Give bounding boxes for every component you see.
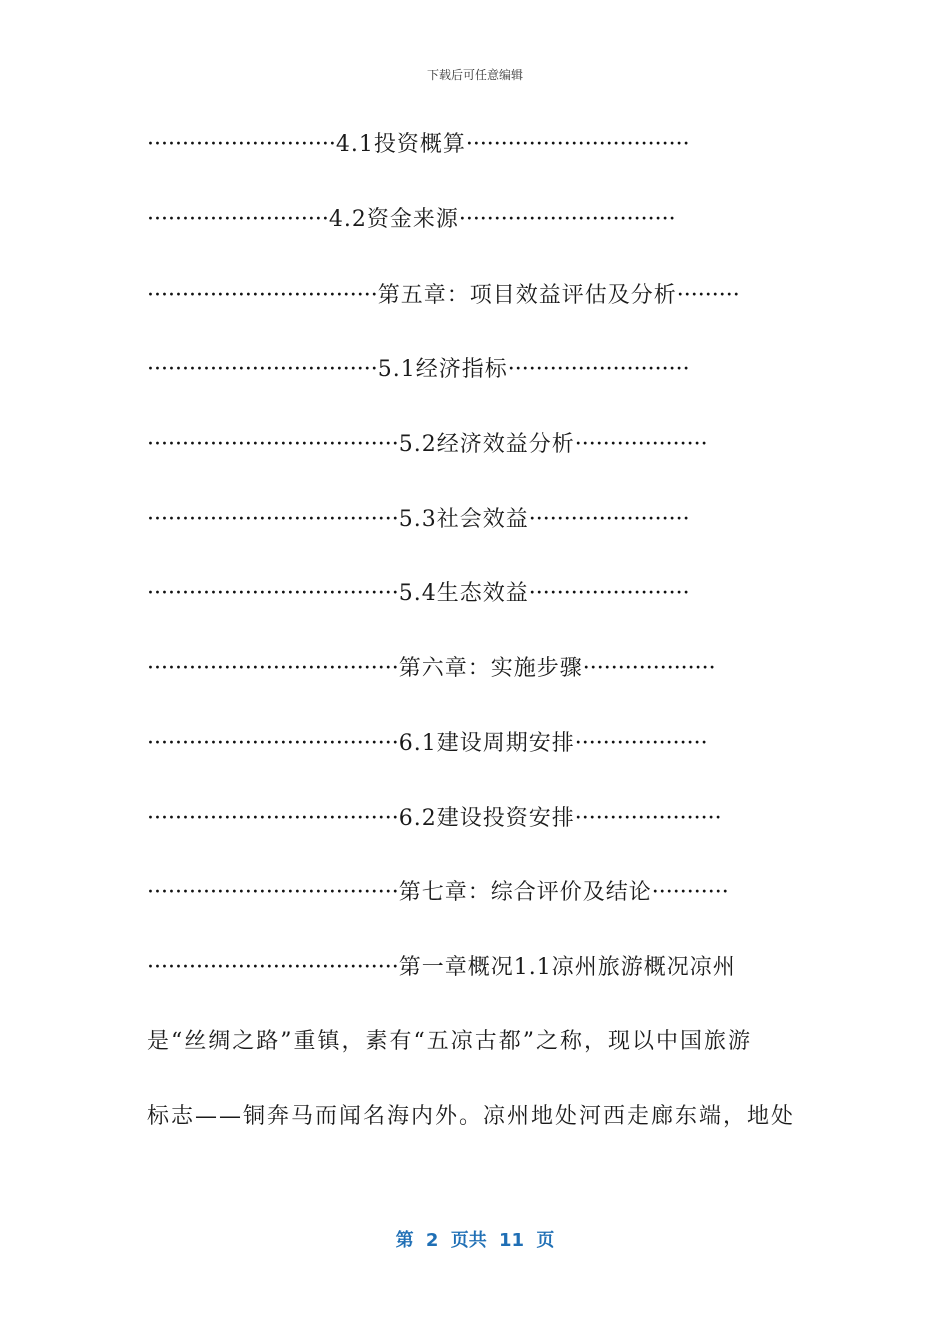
toc-leader: ································· <box>147 283 378 308</box>
toc-entry <box>147 729 797 759</box>
toc-leader: ···································· <box>147 880 399 905</box>
toc-leader: ································· <box>147 357 378 382</box>
toc-leader: ·························· <box>507 357 690 382</box>
toc-entry <box>147 355 797 385</box>
toc-title: 4.2资金来源 <box>328 207 459 232</box>
body-text: 第一章概况1.1凉州旅游概况凉州 <box>398 955 736 980</box>
toc-title: 5.1经济指标 <box>377 357 508 382</box>
toc-leader: ·························· <box>147 207 329 232</box>
toc-title: 5.3社会效益 <box>398 507 529 532</box>
toc-leader: ······················· <box>528 581 690 606</box>
body-line: 标志——铜奔马而闻名海内外。凉州地处河西走廊东端，地处 <box>147 1104 796 1129</box>
toc-title: 5.4生态效益 <box>398 581 529 606</box>
toc-title: 6.2建设投资安排 <box>398 806 575 831</box>
toc-leader: ········· <box>676 283 740 308</box>
footer-middle: 页共 <box>450 1230 487 1251</box>
footer-page-number: 2 <box>425 1230 439 1251</box>
page-footer <box>0 1226 950 1252</box>
toc-entry <box>147 505 797 535</box>
toc-leader: ···································· <box>147 806 399 831</box>
toc-leader: ··········· <box>651 880 729 905</box>
toc-leader: ···································· <box>147 432 399 457</box>
page-header: 下载后可任意编辑 <box>426 68 523 82</box>
toc-title: 第六章：实施步骤 <box>398 656 583 681</box>
toc-leader: ····················· <box>574 806 722 831</box>
toc-leader: ······················· <box>528 507 690 532</box>
toc-leader: ······························· <box>458 207 676 232</box>
toc-leader: ··················· <box>574 731 708 756</box>
toc-leader: ································ <box>465 132 690 157</box>
toc-entry <box>147 430 797 460</box>
toc-entry <box>147 281 797 311</box>
toc-entry <box>147 130 797 160</box>
toc-leader: ···································· <box>147 656 399 681</box>
toc-leader: ···································· <box>147 955 399 980</box>
toc-entry <box>147 804 797 834</box>
toc-leader: ···································· <box>147 507 399 532</box>
body-line <box>147 953 797 983</box>
toc-title: 第五章：项目效益评估及分析 <box>377 283 677 308</box>
toc-title: 5.2经济效益分析 <box>398 432 575 457</box>
toc-entry <box>147 579 797 609</box>
footer-prefix: 第 <box>395 1230 414 1251</box>
toc-leader: ···································· <box>147 581 399 606</box>
footer-total-pages: 11 <box>499 1230 525 1251</box>
toc-leader: ··················· <box>574 432 708 457</box>
body-line: 是“丝绸之路”重镇，素有“五凉古都”之称，现以中国旅游 <box>147 1029 752 1054</box>
footer-suffix: 页 <box>536 1230 555 1251</box>
toc-leader: ··························· <box>147 132 336 157</box>
toc-leader: ···································· <box>147 731 399 756</box>
toc-entry <box>147 878 797 908</box>
toc-leader: ··················· <box>582 656 716 681</box>
toc-title: 4.1投资概算 <box>335 132 466 157</box>
toc-title: 6.1建设周期安排 <box>398 731 575 756</box>
toc-entry <box>147 654 797 684</box>
toc-title: 第七章：综合评价及结论 <box>398 880 652 905</box>
toc-entry <box>147 205 797 235</box>
